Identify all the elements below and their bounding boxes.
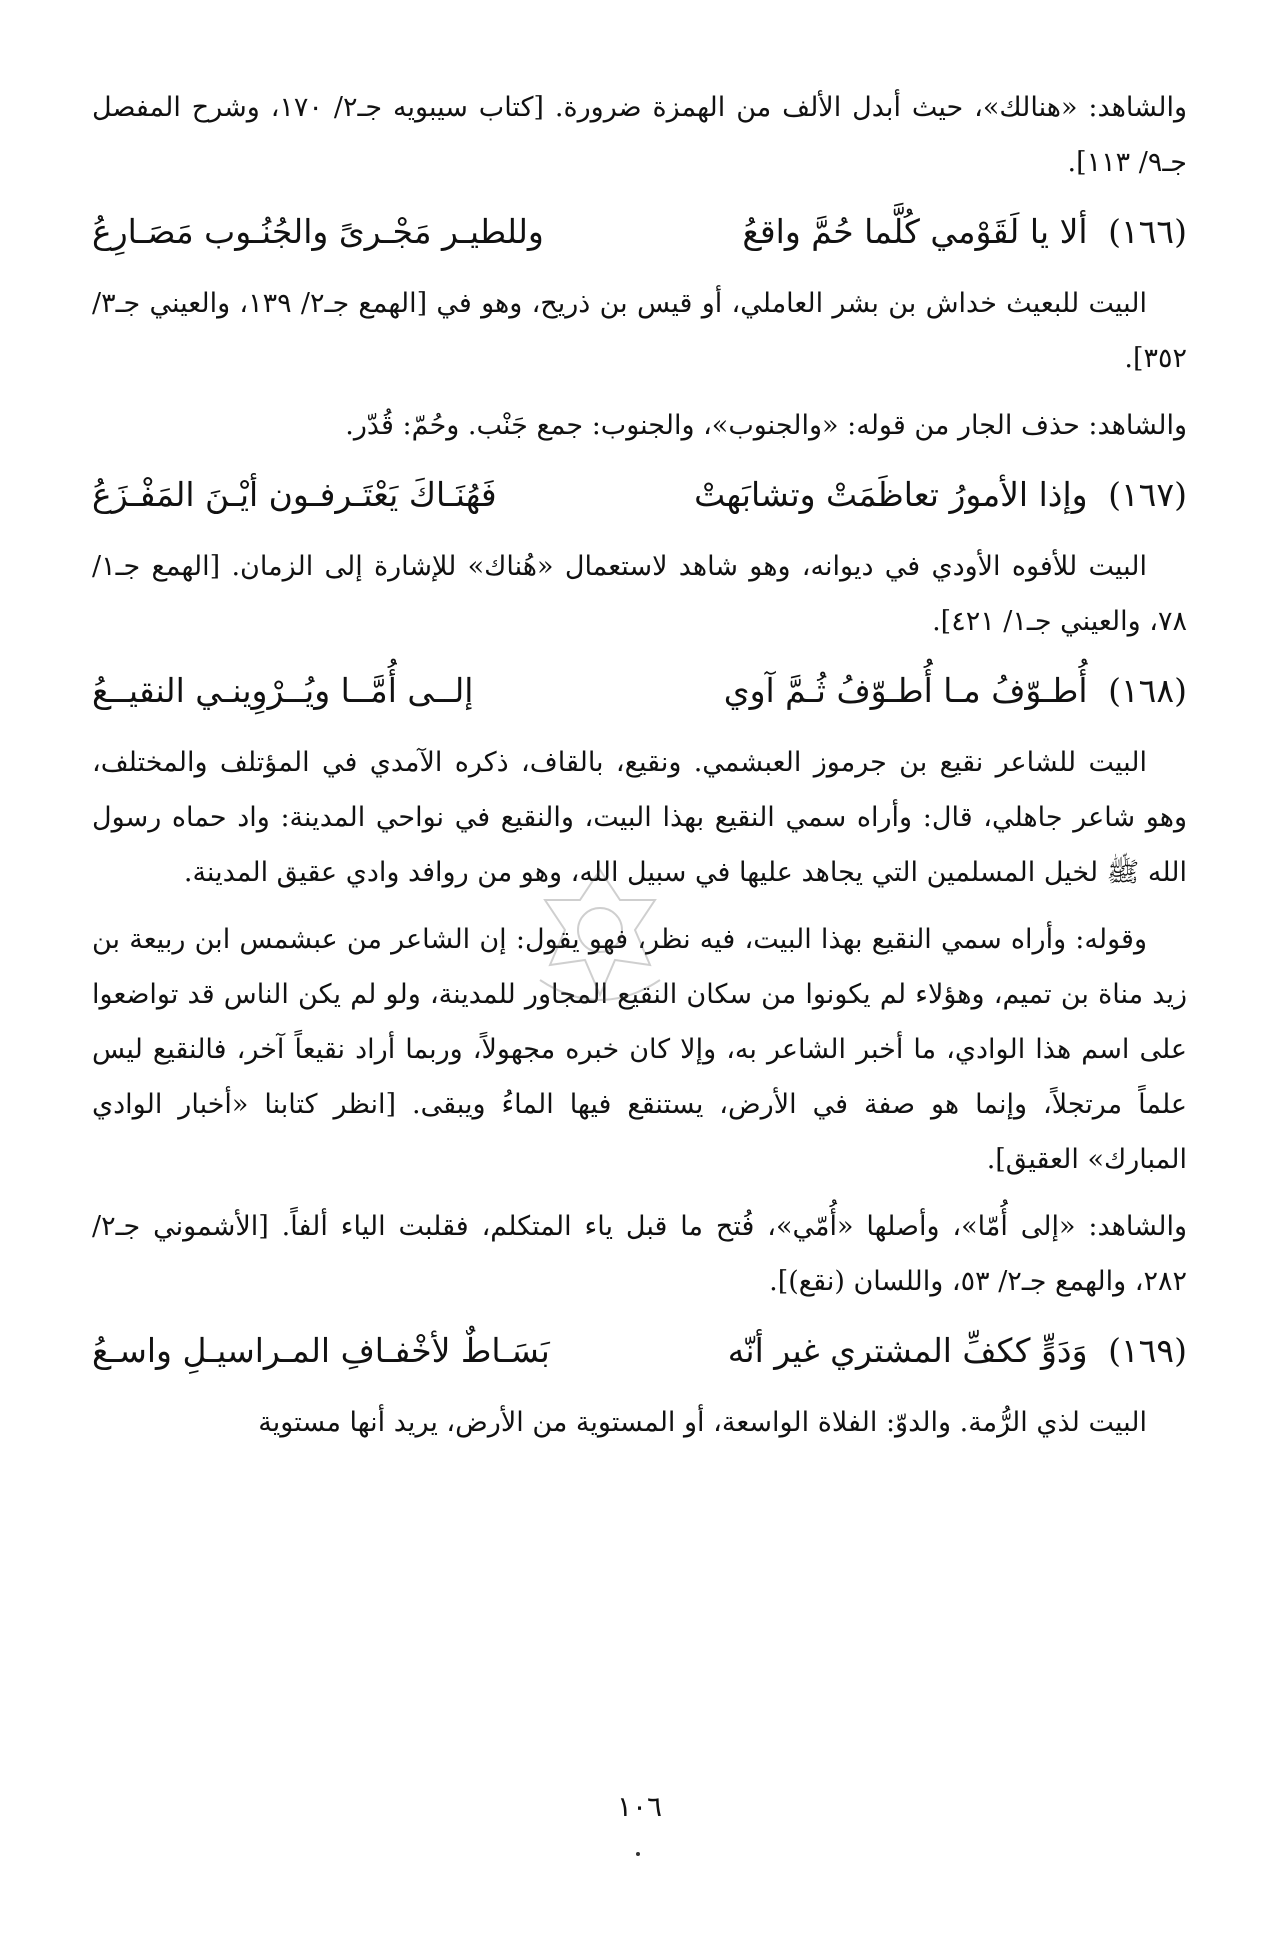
verse-168-first-hemistich: (١٦٨) أُطـوّفُ مـا أُطـوّفُ ثُـمَّ آوي xyxy=(723,671,1187,710)
page-content xyxy=(92,80,1187,1462)
verse-167-first-hemistich: (١٦٧) وإذا الأمورُ تعاظَمَتْ وتشابَهتْ xyxy=(694,475,1187,514)
paragraph-verse-166-witness: والشاهد: حذف الجار من قوله: «والجنوب»، والجنوب: جمع جَنْب. وحُمّ: قُدّر. xyxy=(345,410,1187,441)
verse-168-second-hemistich: إلــى أُمَّــا ويُــرْوِينـي النقيــعُ xyxy=(92,671,474,710)
verse-169-second-hemistich: بَسَـاطٌ لأخْفـافِ المـراسيـلِ واسـعُ xyxy=(92,1331,550,1370)
verse-169-number: (١٦٩) xyxy=(1108,1331,1187,1370)
verse-166 xyxy=(92,202,1187,262)
paragraph-verse-169-attribution: البيت لذي الرُّمة. والدوّ: الفلاة الواسعة، أو المستوية من الأرض، يريد أنها مستوية xyxy=(258,1407,1147,1438)
verse-166-second-hemistich: وللطيـر مَجْـرىً والجُنُـوب مَصَـارِعُ xyxy=(92,212,544,251)
verse-166-number: (١٦٦) xyxy=(1108,212,1187,251)
paragraph-verse-167-attribution: البيت للأفوه الأودي في ديوانه، وهو شاهد لاستعمال «هُناك» للإشارة إلى الزمان. [الهمع جـ١/ ٧٨، والعيني جـ١/ ٤٢١]. xyxy=(92,551,1187,637)
paragraph-witness-hunalik: والشاهد: «هنالك»، حيث أبدل الألف من الهمزة ضرورة. [كتاب سيبويه جـ٢/ ١٧٠، وشرح المفصل جـ٩/ ١١٣]. xyxy=(92,92,1187,178)
footer-dot xyxy=(636,1852,640,1856)
verse-169 xyxy=(92,1321,1187,1381)
verse-168-number: (١٦٨) xyxy=(1108,671,1187,710)
verse-166-first-hemistich: (١٦٦) ألا يا لَقَوْمي كُلَّما حُمَّ واقعُ xyxy=(742,212,1187,251)
verse-167-number: (١٦٧) xyxy=(1108,475,1187,514)
paragraph-verse-166-attribution: البيت للبعيث خداش بن بشر العاملي، أو قيس بن ذريح، وهو في [الهمع جـ٢/ ١٣٩، والعيني جـ٣/ ٣٥٢]. xyxy=(92,288,1187,374)
paragraph-verse-168-attribution: البيت للشاعر نقيع بن جرموز العبشمي. ونقيع، بالقاف، ذكره الآمدي في المؤتلف والمختلف، وهو شاعر جاهلي، قال: وأراه سمي النقيع بهذا البيت، والنقيع في نواحي المدينة: واد حماه رسول الله ﷺ لخيل المسلمين التي يجاهد عليها في سبيل الله، وهو من روافد وادي عقيق المدينة. xyxy=(92,747,1187,888)
paragraph-verse-168-commentary: وقوله: وأراه سمي النقيع بهذا البيت، فيه نظر، فهو يقول: إن الشاعر من عبشمس ابن ربيعة بن زيد مناة بن تميم، وهؤلاء لم يكونوا من سكان النقيع المجاور للمدينة، ولو لم يكن الناس قد تواضعوا على اسم هذا الوادي، ما أخبر الشاعر به، وإلا كان خبره مجهولاً، وربما أراد نقيعاً آخر، فالنقيع ليس علماً مرتجلاً، وإنما هو صفة في الأرض، يستنقع فيها الماءُ ويبقى. [انظر كتابنا «أخبار الوادي المبارك» العقيق]. xyxy=(92,924,1187,1175)
page-number: ١٠٦ xyxy=(616,1790,663,1823)
verse-168 xyxy=(92,661,1187,721)
verse-169-first-hemistich: (١٦٩) وَدَوٍّ ككفِّ المشتري غير أنّه xyxy=(727,1331,1187,1370)
verse-167-second-hemistich: فَهُنَـاكَ يَعْتَـرفـون أيْـنَ المَفْـزَعُ xyxy=(92,475,497,514)
verse-167 xyxy=(92,465,1187,525)
paragraph-verse-168-witness: والشاهد: «إلى أُمّا»، وأصلها «أُمّي»، فُتح ما قبل ياء المتكلم، فقلبت الياء ألفاً. [الأشموني جـ٢/ ٢٨٢، والهمع جـ٢/ ٥٣، واللسان (نقع)]. xyxy=(92,1211,1187,1297)
